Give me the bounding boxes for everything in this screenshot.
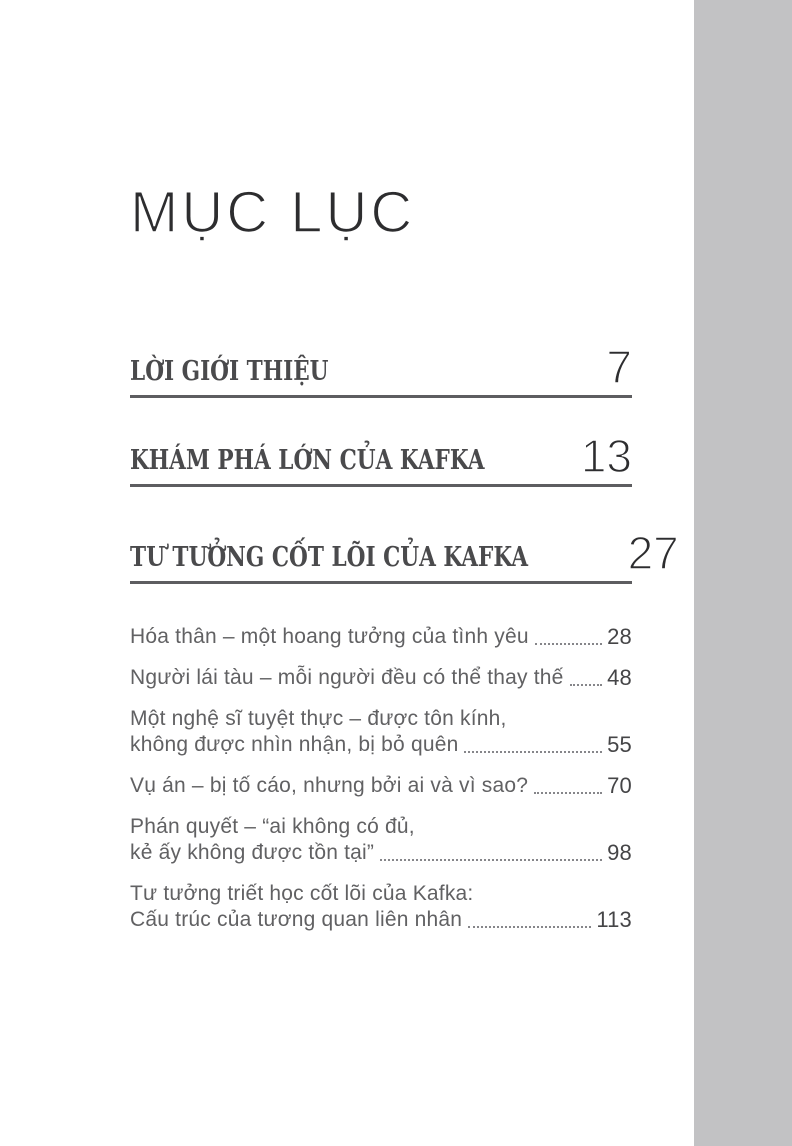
toc-entry-page-number: 113 — [596, 906, 632, 932]
right-gray-band — [694, 0, 792, 1146]
toc-section-row — [130, 526, 679, 584]
dot-leader — [464, 751, 602, 753]
toc-entry-line — [130, 907, 632, 933]
toc-entry-line — [130, 706, 632, 732]
toc-entry — [130, 665, 632, 691]
toc-entry-line — [130, 840, 632, 866]
toc-entry-text: Người lái tàu – mỗi người đều có thể thay thế — [130, 665, 564, 689]
toc-entry-text: Hóa thân – một hoang tưởng của tình yêu — [130, 624, 529, 648]
toc-entry-page-number: 28 — [607, 623, 632, 649]
toc-section-label: KHÁM PHÁ LỚN CỦA KAFKA — [130, 445, 485, 476]
toc-entry-text: Vụ án – bị tố cáo, nhưng bởi ai và vì sao? — [130, 773, 529, 797]
toc-entry-line — [130, 732, 632, 758]
toc-content — [130, 0, 679, 948]
toc-section-page-number: 27 — [627, 526, 679, 579]
toc-entry-text: kẻ ấy không được tồn tại” — [130, 840, 375, 864]
toc-entry-line — [130, 814, 632, 840]
dot-leader — [534, 792, 602, 794]
dot-leader — [380, 859, 602, 861]
dot-leader — [535, 643, 602, 645]
toc-entry — [130, 881, 632, 933]
toc-entry-page-number: 98 — [607, 839, 632, 865]
toc-section-page-number: 7 — [606, 340, 632, 393]
toc-entry-line — [130, 881, 632, 907]
toc-entry-text: Một nghệ sĩ tuyệt thực – được tôn kính, — [130, 706, 507, 730]
toc-entry — [130, 624, 632, 650]
page-title: MỤC LỤC — [130, 180, 416, 245]
section-list — [130, 340, 679, 584]
toc-entry — [130, 814, 632, 866]
toc-entry-page-number: 48 — [607, 664, 632, 690]
toc-entry-text: Tư tưởng triết học cốt lõi của Kafka: — [130, 881, 474, 905]
toc-entry-page-number: 70 — [607, 772, 632, 798]
toc-entry-page-number: 55 — [607, 731, 632, 757]
toc-entry — [130, 773, 632, 799]
dot-leader — [570, 684, 603, 686]
toc-section-label: LỜI GIỚI THIỆU — [130, 356, 329, 387]
toc-entry — [130, 706, 632, 758]
toc-section-page-number: 13 — [580, 429, 632, 482]
toc-section-row — [130, 340, 632, 398]
toc-entry-line — [130, 773, 632, 799]
toc-section-label: TƯ TƯỞNG CỐT LÕI CỦA KAFKA — [130, 542, 529, 573]
toc-entry-line — [130, 624, 632, 650]
toc-entry-text: Phán quyết – “ai không có đủ, — [130, 814, 415, 838]
dot-leader — [468, 926, 591, 928]
toc-entry-line — [130, 665, 632, 691]
toc-entry-text: Cấu trúc của tương quan liên nhân — [130, 907, 463, 931]
toc-section-row — [130, 429, 632, 487]
entry-list — [130, 624, 632, 933]
toc-entry-text: không được nhìn nhận, bị bỏ quên — [130, 732, 459, 756]
